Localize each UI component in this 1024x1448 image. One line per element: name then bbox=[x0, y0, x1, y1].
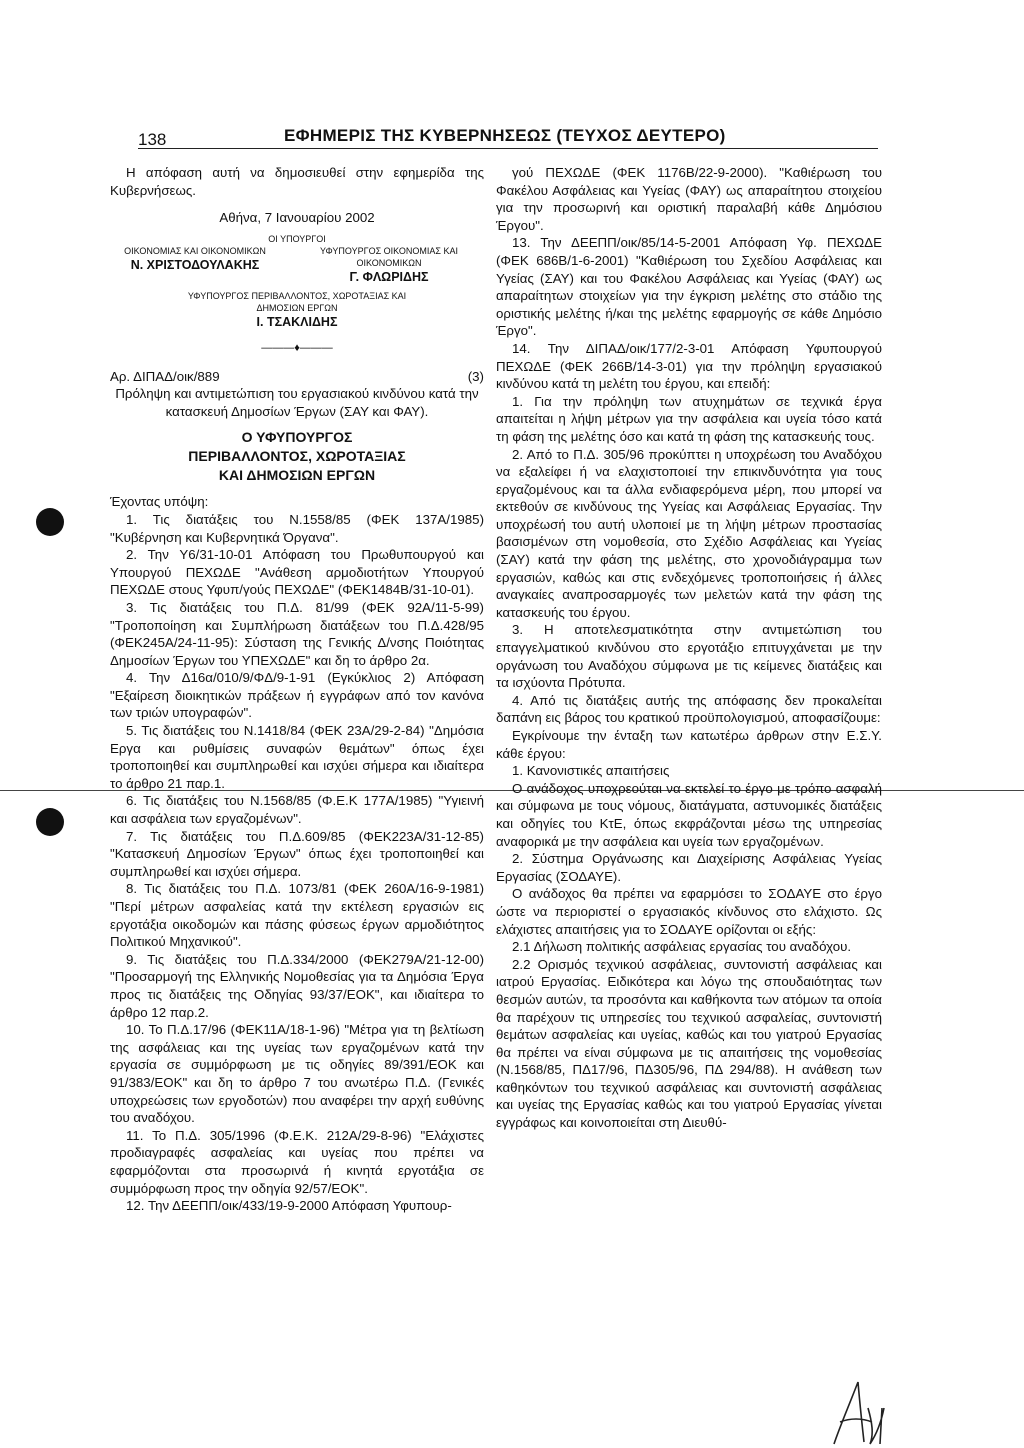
punch-hole-bottom bbox=[36, 808, 64, 836]
signature-row bbox=[110, 245, 484, 287]
page-header bbox=[138, 124, 878, 149]
signature-title: ΟΙΚΟΝΟΜΙΑΣ ΚΑΙ ΟΙΚΟΝΟΜΙΚΩΝ bbox=[124, 245, 266, 256]
paragraph: 2.1 Δήλωση πολιτικής ασφάλειας εργασίας του αναδόχου. bbox=[512, 939, 852, 955]
decision-subject: Πρόληψη και αντιμετώπιση του εργασιακού κινδύνου κατά την κατασκευή Δημοσίων Έργων (ΣΑΥ και ΦΑΥ). bbox=[115, 386, 479, 419]
left-column bbox=[110, 164, 484, 1215]
paragraph: 9. Τις διατάξεις του Π.Δ.334/2000 (ΦΕΚ279Α/21-12-00) "Προσαρμογή της Ελληνικής Νομοθεσίας για τα Δημόσια Έργα προς τις διατάξεις της Οδηγίας 93/37/ΕΟΚ", και ιδιαίτερα το άρθρο 12 παρ.2. bbox=[110, 951, 484, 1020]
punch-hole-top bbox=[36, 508, 64, 536]
paragraph: 1. Για την πρόληψη των ατυχημάτων σε τεχνικά έργα απαιτείται η λήψη μέτρων για την ασφάλεια και υγεία τόσο κατά τη φάση της μελέτης όσο και κατά τη φάση της κατασκευής τους. bbox=[496, 393, 882, 444]
signing-date: Αθήνα, 7 Ιανουαρίου 2002 bbox=[219, 210, 375, 226]
signature-title: ΥΦΥΠΟΥΡΓΟΣ ΟΙΚΟΝΟΜΙΑΣ ΚΑΙ ΟΙΚΟΝΟΜΙΚΩΝ bbox=[320, 245, 458, 268]
paragraph: 12. Την ΔΕΕΠΠ/οικ/433/19-9-2000 Απόφαση Υφυπουρ- bbox=[126, 1198, 452, 1214]
paragraph: 10. Το Π.Δ.17/96 (ΦΕΚ11Α/18-1-96) "Μέτρα για τη βελτίωση της ασφάλειας και της υγείας των εργαζομένων κατά την εργασία σε συμμόρφωση με τις οδηγίες 89/391/ΕΟΚ και 91/383/ΕΟΚ" και δη το άρθρο 7 του ανωτέρω Π.Δ. (Γενικές υποχρεώσεις των εργοδοτών) που αναφέρει την αρχή ευθύνης του αναδόχου. bbox=[110, 1022, 484, 1126]
heading-line: ΚΑΙ ΔΗΜΟΣΙΩΝ ΕΡΓΩΝ bbox=[218, 467, 376, 484]
reference-number: Αρ. ΔΙΠΑΔ/οικ/889 bbox=[110, 368, 220, 384]
paragraph: 4. Από τις διατάξεις αυτής της απόφασης δεν προκαλείται δαπάνη εις βάρος του κρατικού προϋπολογισμού, αποφασίζουμε: bbox=[496, 692, 882, 726]
paragraph: 2. Την Υ6/31-10-01 Απόφαση του Πρωθυπουργού και Υπουργού ΠΕΧΩΔΕ "Ανάθεση αρμοδιοτήτων Υπουργού ΠΕΧΩΔΕ στους Υφυπ/γούς ΠΕΧΩΔΕ" (ΦΕΚ1484Β/31-10-01). bbox=[110, 547, 484, 598]
having-regard-label: Έχοντας υπόψη: bbox=[110, 494, 209, 510]
paragraph: γού ΠΕΧΩΔΕ (ΦΕΚ 1176Β/22-9-2000). "Καθιέρωση του Φακέλου Ασφάλειας και Υγείας (ΦΑΥ) ως απαραίτητου στοιχείου για την προσωρινή και οριστική παραλαβή κάθε Δημόσιου Έργου". bbox=[496, 165, 882, 233]
paragraph: 5. Τις διατάξεις του Ν.1418/84 (ΦΕΚ 23Α/29-2-84) "Δημόσια Εργα και ρυθμίσεις συναφών θεμάτων" όπως έχει τροποποιηθεί και συμπληρωθεί και ισχύει σήμερα και ιδιαίτερα το άρθρο 21 παρ.1. bbox=[110, 723, 484, 791]
intro-text: Η απόφαση αυτή να δημοσιευθεί στην εφημερίδα της Κυβερνήσεως. bbox=[110, 165, 484, 198]
reference-index: (3) bbox=[467, 368, 484, 384]
signature-title: ΥΦΥΠΟΥΡΓΟΣ ΠΕΡΙΒΑΛΛΟΝΤΟΣ, ΧΩΡΟΤΑΞΙΑΣ ΚΑΙ ΔΗΜΟΣΙΩΝ ΕΡΓΩΝ bbox=[187, 291, 407, 314]
considerations-list bbox=[110, 511, 484, 1215]
paragraph: 13. Την ΔΕΕΠΠ/οικ/85/14-5-2001 Απόφαση Υφ. ΠΕΧΩΔΕ (ΦΕΚ 686Β/1-6-2001) "Καθιέρωση του Σχεδίου Ασφάλειας και Υγείας (ΣΑΥ) και του Φακέλου Ασφάλειας και Υγείας (ΦΑΥ) ως απαραίτητων στοιχείων για την έγκριση μελέτης στο στάδιο της οριστικής μελέτης ή/και της μελέτης εφαρμογής σε κάθε Δημόσιο Έργο". bbox=[496, 235, 882, 339]
paragraph: 14. Την ΔΙΠΑΔ/οικ/177/2-3-01 Απόφαση Υφυπουργού ΠΕΧΩΔΕ (ΦΕΚ 266Β/14-3-01) για την πρόληψη εργασιακού κινδύνου κατά τη μελέτη του έργου, και επειδή: bbox=[496, 340, 882, 392]
paragraph: 8. Τις διατάξεις του Π.Δ. 1073/81 (ΦΕΚ 260Α/16-9-1981) "Περί μέτρων ασφαλείας κατά την εκτέλεση εργασιών εις εργοτάξια οικοδομών και πάσης φύσεως έργων αρμοδιότητος Πολιτικού Μηχανικού". bbox=[110, 881, 484, 950]
paragraph: 1. Κανονιστικές απαιτήσεις bbox=[512, 763, 670, 779]
right-paragraphs bbox=[496, 164, 882, 1132]
paragraph: 2. Από το Π.Δ. 305/96 προκύπτει η υποχρέωση του Αναδόχου να εξαλείφει ή να ελαχιστοποιεί την επικινδυνότητα για τους εργαζομένους και τα άλλα ενδιαφερόμενα μέρη, που μπορεί να εκτεθούν σε κινδύνους της Υγείας και Ασφάλειας Εργασίας. Την υποχρέωσή του αυτή υλοποιεί με τη λήψη μέτρων προστασίας βασισμένων στη νομοθεσία, στο Σχέδιο Ασφάλειας και Υγείας (ΣΑΥ) κατά την φάση της μελέτης, στο χρονοδιάγραμμα των εργασιών, καθώς και στις ενδεχόμενες τροποποιήσεις ή άλλες αναγκαίες αναπροσαρμογές των μελετών κατά την φάση της κατασκευής του έργου. bbox=[496, 446, 882, 620]
paragraph: Ο ανάδοχος υποχρεούται να εκτελεί το έργο με τρόπο ασφαλή και σύμφωνα με τους νόμους, διατάγματα, αστυνομικές διατάξεις και οδηγίες του ΚτΕ, όπως εκφράζονται μέσω της υπηρεσίας αναφορικά με την ασφάλεια και υγεία των εργαζομένων. bbox=[496, 780, 882, 849]
ministers-label: ΟΙ ΥΠΟΥΡΓΟΙ bbox=[268, 233, 326, 244]
right-column bbox=[496, 164, 882, 1132]
issuer-heading bbox=[110, 428, 484, 485]
paragraph: 2. Σύστημα Οργάνωσης και Διαχείρισης Ασφάλειας Υγείας Εργασίας (ΣΟΔΑΥΕ). bbox=[496, 851, 882, 884]
paragraph: 11. Το Π.Δ. 305/1996 (Φ.Ε.Κ. 212Α/29-8-96) "Ελάχιστες προδιαγραφές ασφαλείας και υγείας που πρέπει να εφαρμόζονται στα προσωρινά ή κινητά εργοτάξια σε συμμόρφωση προς την οδηγία 92/57/ΕΟΚ". bbox=[110, 1127, 484, 1196]
signature-block-1 bbox=[120, 245, 270, 287]
signature-name: Γ. ΦΛΩΡΙΔΗΣ bbox=[349, 269, 429, 284]
signature-name: Ι. ΤΣΑΚΛΙΔΗΣ bbox=[256, 315, 338, 330]
paragraph: Εγκρίνουμε την ένταξη των κατωτέρω άρθρων στην Ε.Σ.Υ. κάθε έργου: bbox=[496, 728, 882, 761]
reference-row bbox=[110, 368, 484, 386]
handwritten-initials bbox=[828, 1378, 888, 1448]
signature-block-2 bbox=[304, 245, 474, 287]
running-title: ΕΦΗΜΕΡΙΣ ΤΗΣ ΚΥΒΕΡΝΗΣΕΩΣ (ΤΕΥΧΟΣ ΔΕΥΤΕΡΟ) bbox=[284, 126, 726, 145]
paragraph: 1. Τις διατάξεις του Ν.1558/85 (ΦΕΚ 137Α/1985) "Κυβέρνηση και Κυβερνητικά Όργανα". bbox=[110, 511, 484, 545]
signature-block-3 bbox=[187, 290, 407, 332]
paragraph: 4. Την Δ16α/010/9/ΦΔ/9-1-91 (Εγκύκλιος 2) Απόφαση "Εξαίρεση διοικητικών πράξεων ή εγγράφων από τον κανόνα των τριών υπογραφών". bbox=[110, 670, 484, 721]
section-separator: ———♦——— bbox=[261, 341, 333, 354]
page-number: 138 bbox=[138, 130, 167, 149]
heading-line: ΠΕΡΙΒΑΛΛΟΝΤΟΣ, ΧΩΡΟΤΑΞΙΑΣ bbox=[188, 448, 406, 465]
paragraph: 3. Τις διατάξεις του Π.Δ. 81/99 (ΦΕΚ 92Α/11-5-99) "Τροποποίηση και Συμπλήρωση διατάξεων του Π.Δ.428/95 (ΦΕΚ245Α/24-11-95): Σύσταση της Γενικής Δ/νσης Ποιότητας Δημοσίων Έργων του ΥΠΕΧΩΔΕ" και δη το άρθρο 2α. bbox=[110, 599, 484, 668]
heading-line: Ο ΥΦΥΠΟΥΡΓΟΣ bbox=[241, 429, 353, 446]
paragraph: 7. Τις διατάξεις του Π.Δ.609/85 (ΦΕΚ223Α/31-12-85) "Κατασκευή Δημοσίων Έργων" όπως έχει τροποποιηθεί και συμπληρωθεί και ισχύει σήμερα. bbox=[110, 828, 484, 879]
paragraph: 2.2 Ορισμός τεχνικού ασφάλειας, συντονιστή ασφάλειας και ιατρού Εργασίας. Ειδικότερα και λόγω της σπουδαιότητας των θεσμών αυτών, τα προσόντα και καθήκοντα των ατόμων τα οποία θα παρέχουν τις υπηρεσίες του τεχνικού ασφαλείας, συντονιστή θεμάτων ασφαλείας και υγείας, καθώς και του γιατρού Εργασίας θα πρέπει να είναι σύμφωνα με τις απαιτήσεις της νομοθεσίας (Ν.1568/85, ΠΔ17/96, ΠΔ305/96, ΠΔ 294/88). Η ανάθεση των καθηκόντων του τεχνικού ασφάλειας και συντονιστή ασφάλειας και υγείας της Εργασίας καθώς και του γιατρού Εργασίας γίνεται εγγράφως και κοινοποιείται στη Διευθύ- bbox=[496, 956, 882, 1131]
signature-name: Ν. ΧΡΙΣΤΟΔΟΥΛΑΚΗΣ bbox=[130, 257, 260, 272]
paragraph: 6. Τις διατάξεις του Ν.1568/85 (Φ.Ε.Κ 177Α/1985) "Υγιεινή και ασφάλεια των εργαζομένων". bbox=[110, 793, 484, 827]
paragraph: 3. Η αποτελεσματικότητα στην αντιμετώπιση του επαγγελματικού κινδύνου στο εργοτάξιο επιτυγχάνεται με την οργάνωση του Αναδόχου σύμφωνα με τις κείμενες διατάξεις και τα ισχύοντα Πρότυπα. bbox=[496, 622, 882, 691]
paragraph: Ο ανάδοχος θα πρέπει να εφαρμόσει το ΣΟΔΑΥΕ στο έργο ώστε να περιοριστεί ο εργασιακός κίνδυνος στο ελάχιστο. Ως ελάχιστες απαιτήσεις για το ΣΟΔΑΥΕ ορίζονται οι εξής: bbox=[496, 886, 882, 937]
